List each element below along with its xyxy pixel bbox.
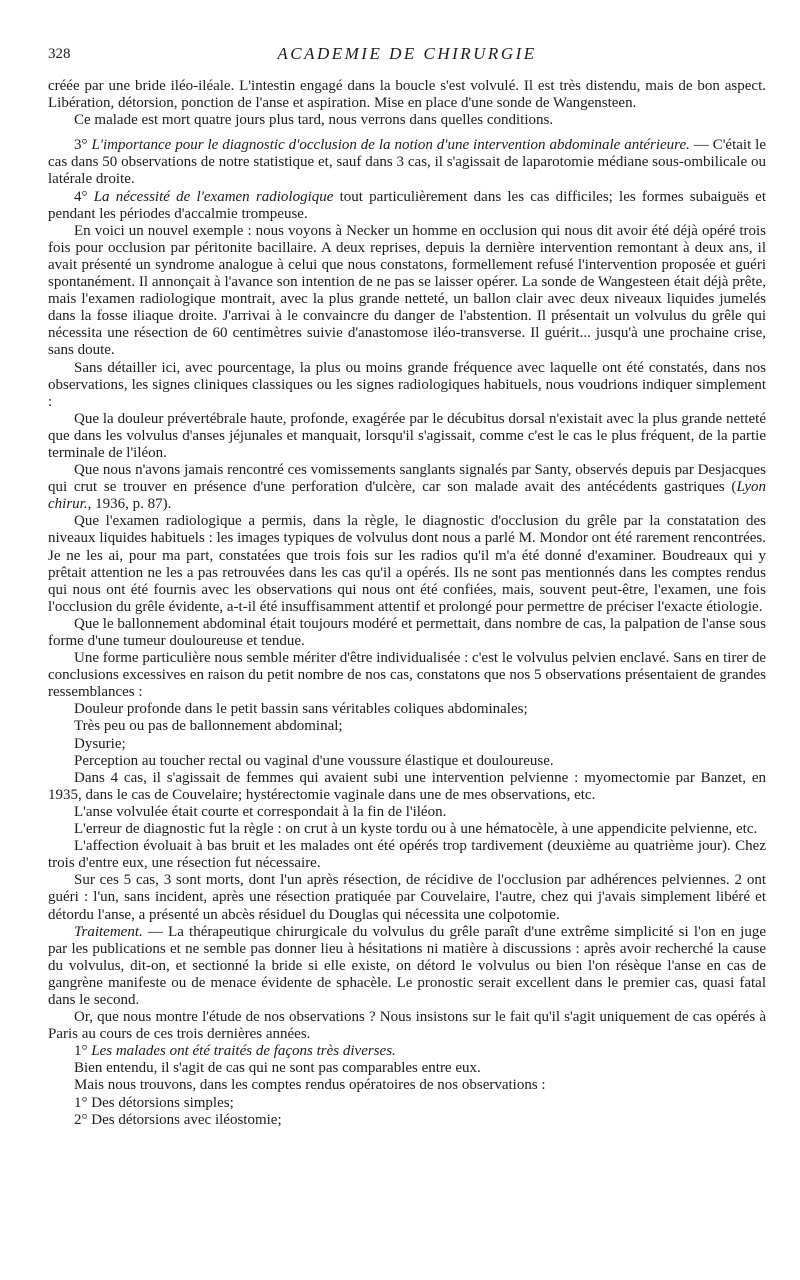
italic-text: Traitement. [74, 923, 143, 940]
text-run: Que la douleur prévertébrale haute, profonde, exagérée par le décubitus dorsal n'existait avec la plus grande netteté que dans les volvulus d'anses jéjunales et manquait, lorsqu'il s'agissait, comme c'est le cas le plus fréquent, de la partie terminale de l'iléon. [48, 410, 766, 461]
text-run: En voici un nouvel exemple : nous voyons à Necker un homme en occlusion qui nous dit avoir été déjà opéré trois fois pour occlusion par péritonite bacillaire. A deux reprises, depuis la dernière intervention remontant à deux ans, il avait présenté un syndrome analogue à celui que nous constatons, formellement refusé l'intervention proposée et guéri spontanément. Il annonçait à l'avance son intention de ne pas se laisser opérer. La sonde de Wangesteen était déjà prête, mais l'examen radiologique montrait, avec la plus grande netteté, un ballon clair avec deux niveaux liquides jumelés dans la fosse iliaque droite. J'arrivai à le convaincre du danger de l'abstention. Il présentait un volvulus du grêle qui nécessita une résection de 60 centimètres suivie d'anastomose iléo-transverse. Il guérit... jusqu'à une prochaine crise, sans doute. [48, 222, 766, 359]
paragraph [48, 411, 766, 462]
paragraph [48, 360, 766, 411]
paragraph [48, 616, 766, 650]
text-run: Douleur profonde dans le petit bassin sans véritables coliques abdominales; [74, 701, 528, 718]
paragraph [48, 701, 766, 718]
paragraph [48, 718, 766, 735]
paragraph [48, 223, 766, 360]
paragraph [48, 924, 766, 1009]
text-run: créée par une bride iléo-iléale. L'intestin engagé dans la boucle s'est volvulé. Il est très distendu, mais de bon aspect. Libération, détorsion, ponction de l'anse et aspiration. Mise en place d'une sonde de Wangensteen. [48, 78, 766, 112]
paragraph [48, 1060, 766, 1077]
text-run: tout particulièrement dans les cas difficiles; les formes subaiguës et pendant les périodes d'accalmie trompeuse. [48, 188, 766, 222]
text-run: Très peu ou pas de ballonnement abdominal; [74, 718, 343, 735]
paragraph [48, 1043, 766, 1060]
text-run: — C'était le cas dans 50 observations de notre statistique et, sauf dans 3 cas, il s'agissait de laparotomie médiane sous-ombilicale ou latérale droite. [48, 137, 767, 188]
paragraph [48, 513, 766, 616]
paragraph [48, 650, 766, 701]
text-run: Dans 4 cas, il s'agissait de femmes qui avaient subi une intervention pelvienne : myomectomie par Banzet, en 1935, dans le cas de Couvelaire; hystérectomie vaginale dans une de mes observations, etc. [48, 769, 766, 803]
italic-text: La nécessité de l'examen radiologique [93, 188, 334, 205]
running-head: ACADEMIE DE CHIRURGIE [277, 44, 537, 63]
text-run: 4° [74, 188, 94, 205]
text-run: Bien entendu, il s'agit de cas qui ne sont pas comparables entre eux. [74, 1060, 481, 1077]
paragraph [48, 112, 766, 129]
text-run: , 1936, p. 87). [87, 496, 172, 513]
paragraph [48, 770, 766, 804]
italic-text: Lyon chirur. [48, 479, 766, 513]
text-run: Or, que nous montre l'étude de nos observations ? Nous insistons sur le fait qu'il s'agit uniquement de cas opérés à Paris au cours de ces trois dernières années. [48, 1009, 766, 1043]
text-run: 3° [74, 137, 92, 154]
paragraph [48, 1009, 766, 1043]
paragraph [48, 804, 766, 821]
text-run: Une forme particulière nous semble mériter d'être individualisée : c'est le volvulus pelvien enclavé. Sans en tirer de conclusions excessives en raison du petit nombre de nos cas, constatons que nos 5 observations présentaient de grandes ressemblances : [48, 650, 766, 701]
paragraph [48, 137, 766, 188]
paragraph [48, 1095, 766, 1112]
text-run: L'affection évoluait à bas bruit et les malades ont été opérés trop tardivement (deuxième au quatrième jour). Chez trois d'entre eux, une résection fut nécessaire. [48, 838, 766, 872]
paragraph [48, 462, 766, 513]
page-number: 328 [48, 46, 71, 62]
article-body [48, 78, 766, 1129]
paragraph [48, 1077, 766, 1094]
paragraph [48, 838, 766, 872]
paragraph [48, 736, 766, 753]
paragraph [48, 78, 766, 112]
text-run: 1° Des détorsions simples; [74, 1094, 234, 1111]
text-run: Ce malade est mort quatre jours plus tard, nous verrons dans quelles conditions. [74, 112, 554, 129]
text-run: Mais nous trouvons, dans les comptes rendus opératoires de nos observations : [74, 1077, 546, 1094]
text-run: L'anse volvulée était courte et correspondait à la fin de l'iléon. [74, 803, 447, 820]
text-run: 1° [74, 1043, 92, 1060]
text-run: Que l'examen radiologique a permis, dans la règle, le diagnostic d'occlusion du grêle par la constatation des niveaux liquides habituels : les images typiques de volvulus dont nous a parlé M. Mondor ont été rarement rencontrées. Je ne les ai, pour ma part, constatées que trois fois sur les radios qu'il m'a été donné d'examiner. Boudreaux qui y prêtait attention ne les a pas retrouvées dans les cas qu'il a opérés. Ils ne sont pas mentionnés dans les comptes rendus qui nous ont été fournis avec les observations qui nous ont été confiées, mais, souvent peut-être, l'examen, une fois l'occlusion du grêle évidente, a-t-il été insuffisamment attentif et prolongé pour permettre de préciser l'exacte étiologie. [48, 513, 766, 615]
text-run: Perception au toucher rectal ou vaginal d'une voussure élastique et douloureuse. [74, 752, 554, 769]
text-run: Que le ballonnement abdominal était toujours modéré et permettait, dans nombre de cas, la palpation de l'anse sous forme d'une tumeur douloureuse et tendue. [48, 615, 766, 649]
italic-text: L'importance pour le diagnostic d'occlusion de la notion d'une intervention abdominale antérieure. [91, 137, 690, 154]
paragraph [48, 189, 766, 223]
paragraph [48, 1112, 766, 1129]
text-run: Sur ces 5 cas, 3 sont morts, dont l'un après résection, de récidive de l'occlusion par adhérences pelviennes. 2 ont guéri : l'un, sans incident, après une résection pratiquée par Couvelaire, l'autre, chez qui j'avais simplement libéré et détordu l'anse, a présenté un abcès résiduel du Douglas qui nécessita une colpotomie. [48, 872, 766, 923]
text-run: Sans détailler ici, avec pourcentage, la plus ou moins grande fréquence avec laquelle ont été constatés, dans nos observations, les signes cliniques classiques ou les signes radiologiques habituels, nous voudrions indiquer simplement : [48, 359, 766, 410]
text-run: 2° Des détorsions avec iléostomie; [74, 1111, 282, 1128]
text-run: Que nous n'avons jamais rencontré ces vomissements sanglants signalés par Santy, observés depuis par Desjacques qui crut se trouver en présence d'une perforation d'ulcère, car son malade avait des antécédents gastriques ( [48, 462, 766, 496]
paragraph [48, 821, 766, 838]
paragraph [48, 753, 766, 770]
italic-text: Les malades ont été traités de façons très diverses. [91, 1043, 396, 1060]
text-run: Dysurie; [74, 735, 126, 752]
text-run: — La thérapeutique chirurgicale du volvulus du grêle paraît d'une extrême simplicité si l'on en juge par les publications et ne semble pas donner lieu à hésitations ni matière à discussions : après avoir recherché la cause du volvulus, dit-on, et sectionné la bride si elle existe, on détord le volvulus ou bien l'on résèque l'anse en cas de gangrène manifeste ou de menace évidente de sphacèle. Le pronostic serait excellent dans le premier cas, quasi fatal dans le second. [48, 923, 766, 1008]
text-run: L'erreur de diagnostic fut la règle : on crut à un kyste tordu ou à une hématocèle, à une appendicite pelvienne, etc. [74, 821, 758, 838]
paragraph [48, 872, 766, 923]
page-header [48, 44, 766, 70]
